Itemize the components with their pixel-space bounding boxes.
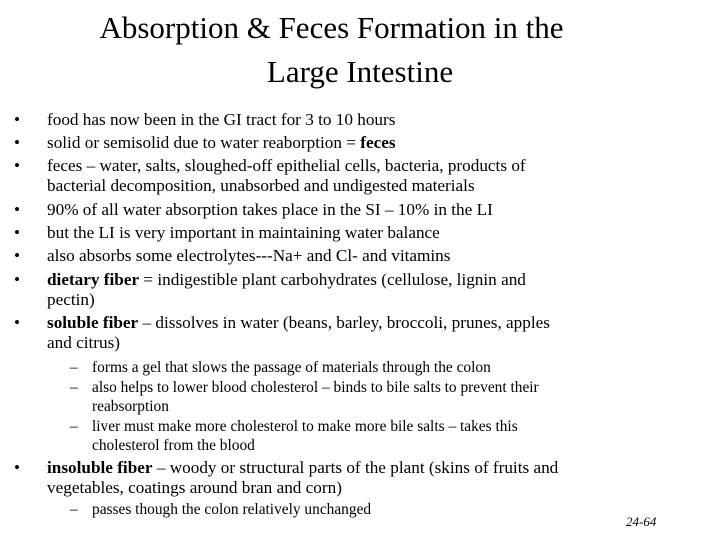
bullet-text-line: – woody or structural parts of the plant (skins of fruits and	[152, 458, 559, 477]
bullet-glyph: •	[14, 133, 21, 152]
page-number: 24-64	[626, 514, 657, 529]
bullet-glyph: •	[14, 270, 21, 289]
dash-glyph: –	[70, 379, 78, 396]
title-line-2: Large Intestine	[266, 54, 454, 89]
bullet-glyph: •	[14, 156, 21, 175]
bullet-item	[14, 156, 687, 196]
bullet-glyph: •	[14, 223, 21, 242]
bullet-item	[14, 246, 687, 266]
title-line-1: Absorption & Feces Formation in the	[99, 10, 564, 45]
bullet-item	[14, 133, 687, 153]
bullet-text: food has now been in the GI tract for 3 to 10 hours	[47, 110, 396, 129]
bullet-item	[14, 223, 687, 243]
sub-bullet-item	[70, 417, 652, 455]
bullet-glyph: •	[14, 313, 21, 332]
bullet-text: solid or semisolid due to water reaborption =	[47, 133, 361, 152]
bullet-text: 90% of all water absorption takes place in the SI – 10% in the LI	[47, 200, 493, 219]
bullet-bold-term: soluble fiber	[47, 313, 139, 332]
bullet-text-line: vegetables, coatings around bran and corn)	[47, 478, 342, 497]
bullet-text-line: – dissolves in water (beans, barley, broccoli, prunes, apples	[138, 313, 550, 332]
bullet-text-line: = indigestible plant carbohydrates (cellulose, lignin and	[139, 270, 526, 289]
bullet-text-line: and citrus)	[47, 333, 121, 352]
bullet-glyph: •	[14, 246, 21, 265]
bullet-bold-term: dietary fiber	[47, 270, 140, 289]
dash-glyph: –	[70, 359, 78, 376]
sub-bullet-text: passes though the colon relatively unchanged	[92, 501, 372, 518]
sub-bullet-text-line: cholesterol from the blood	[92, 437, 255, 454]
bullet-text: but the LI is very important in maintaining water balance	[47, 223, 440, 242]
slide-title	[0, 6, 720, 94]
bullet-item	[14, 110, 687, 130]
bullet-item	[14, 458, 687, 498]
bullet-glyph: •	[14, 110, 21, 129]
sub-bullet-item	[70, 500, 652, 519]
bullet-item	[14, 270, 687, 310]
bullet-glyph: •	[14, 458, 21, 477]
bullet-text: also absorbs some electrolytes---Na+ and Cl- and vitamins	[47, 246, 451, 265]
sub-bullet-text-line: liver must make more cholesterol to make more bile salts – takes this	[92, 418, 518, 435]
sub-bullet-text-line: also helps to lower blood cholesterol – binds to bile salts to prevent their	[92, 379, 539, 396]
bullet-text-line: pectin)	[47, 290, 95, 309]
bullet-bold-term: feces	[360, 133, 396, 152]
sub-bullet-text: forms a gel that slows the passage of materials through the colon	[92, 359, 491, 376]
bullet-text-line: bacterial decomposition, unabsorbed and undigested materials	[47, 176, 475, 195]
sub-bullet-text-line: reabsorption	[92, 398, 169, 415]
dash-glyph: –	[70, 418, 78, 435]
bullet-item	[14, 313, 687, 353]
dash-glyph: –	[70, 501, 78, 518]
bullet-glyph: •	[14, 200, 21, 219]
sub-bullet-item	[70, 378, 652, 416]
bullet-text-line: feces – water, salts, sloughed-off epithelial cells, bacteria, products of	[47, 156, 526, 175]
bullet-bold-term: insoluble fiber	[47, 458, 153, 477]
bullet-item	[14, 200, 687, 220]
sub-bullet-item	[70, 358, 652, 377]
